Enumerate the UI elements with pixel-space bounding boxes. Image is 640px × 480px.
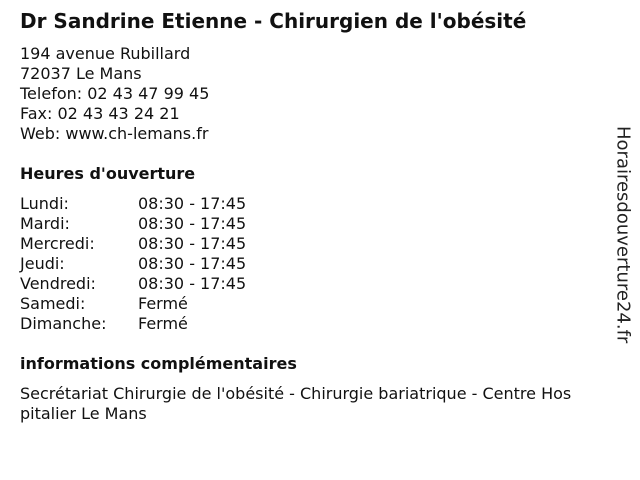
day-hours: 08:30 - 17:45 <box>138 234 247 253</box>
brand-label: Horairesdouverture24.fr <box>612 126 634 344</box>
hours-row-jeudi <box>20 254 246 274</box>
hours-row-vendredi <box>20 274 246 294</box>
day-hours: Fermé <box>138 294 188 313</box>
info-heading: informations complémentaires <box>20 354 297 373</box>
address-street: 194 avenue Rubillard <box>20 44 191 63</box>
day-label: Jeudi: <box>20 254 65 273</box>
day-hours: 08:30 - 17:45 <box>138 214 247 233</box>
hours-row-samedi <box>20 294 188 314</box>
website-link[interactable]: Web: www.ch-lemans.fr <box>20 124 209 143</box>
brand-watermark <box>603 126 640 436</box>
info-text: Secrétariat Chirurgie de l'obésité - Chirurgie bariatrique - Centre Hospitalier Le Mans <box>20 384 572 423</box>
day-label: Lundi: <box>20 194 69 213</box>
hours-row-mardi <box>20 214 246 234</box>
phone-number: Telefon: 02 43 47 99 45 <box>20 84 210 103</box>
day-label: Mercredi: <box>20 234 95 253</box>
day-hours: 08:30 - 17:45 <box>138 254 247 273</box>
day-label: Mardi: <box>20 214 70 233</box>
hours-row-mercredi <box>20 234 246 254</box>
hours-row-lundi <box>20 194 246 214</box>
fax-number: Fax: 02 43 43 24 21 <box>20 104 180 123</box>
day-hours: 08:30 - 17:45 <box>138 194 247 213</box>
day-label: Vendredi: <box>20 274 96 293</box>
day-hours: Fermé <box>138 314 188 333</box>
day-hours: 08:30 - 17:45 <box>138 274 247 293</box>
day-label: Samedi: <box>20 294 86 313</box>
hours-row-dimanche <box>20 314 188 334</box>
page-title: Dr Sandrine Etienne - Chirurgien de l'obésité <box>20 9 527 33</box>
address-city: 72037 Le Mans <box>20 64 142 83</box>
hours-heading: Heures d'ouverture <box>20 164 196 183</box>
day-label: Dimanche: <box>20 314 107 333</box>
